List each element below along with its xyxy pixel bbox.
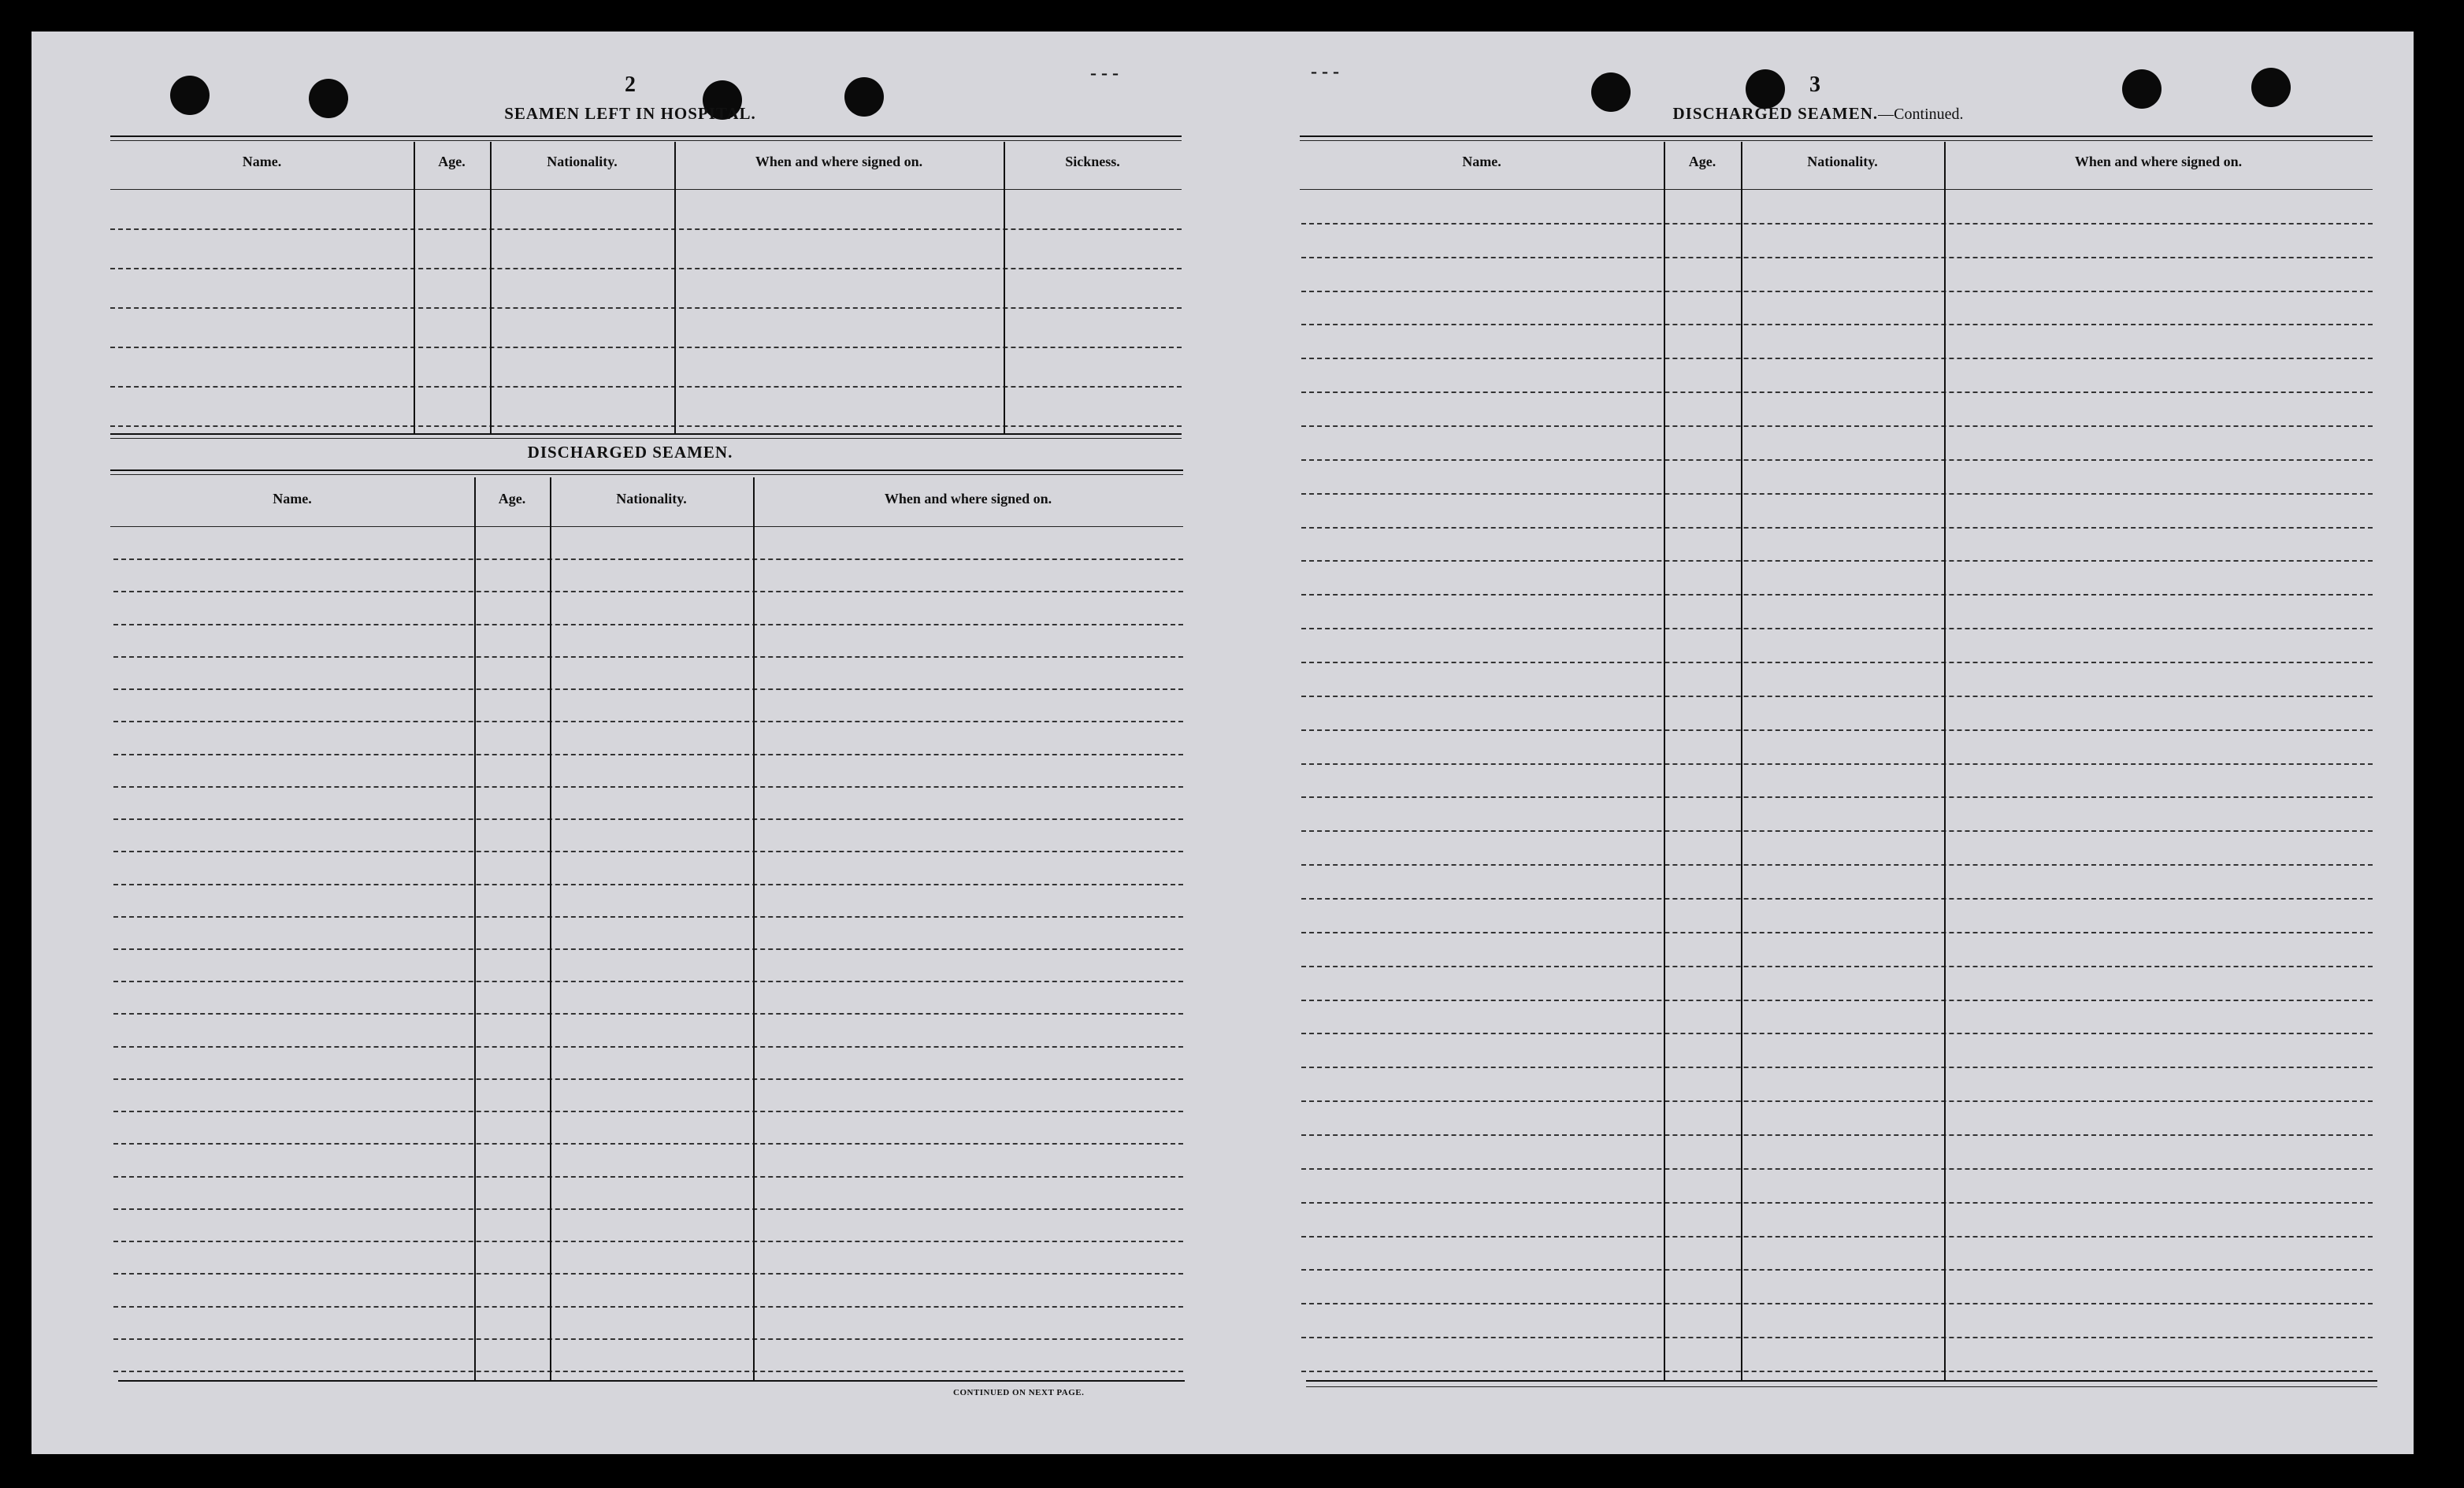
table-row [113, 1078, 1183, 1080]
rule [110, 474, 1183, 475]
table-row [1301, 830, 2373, 832]
rule [110, 469, 1183, 471]
page-number: 2 [625, 72, 636, 97]
column-header-age: Age. [438, 154, 466, 169]
column-divider [753, 477, 755, 1380]
page-number: 3 [1809, 72, 1820, 97]
table-row [110, 347, 1182, 348]
table-row [113, 981, 1183, 982]
manifest-sheet [32, 32, 2414, 1454]
rule [110, 433, 1182, 435]
column-divider [490, 142, 492, 433]
table-row [113, 1273, 1183, 1275]
discharged-continued-title [1672, 104, 1963, 124]
table-row [113, 656, 1183, 658]
table-row [1301, 966, 2373, 967]
column-divider [1004, 142, 1005, 433]
table-row [1301, 358, 2373, 359]
header-rule [1300, 189, 2373, 190]
table-row [113, 948, 1183, 950]
header-rule [110, 189, 1182, 190]
table-row [1301, 560, 2373, 562]
table-row [113, 1208, 1183, 1210]
table-row [1301, 493, 2373, 495]
rule [118, 1380, 1185, 1382]
table-row [1301, 729, 2373, 731]
column-divider [674, 142, 676, 433]
table-row [1301, 662, 2373, 663]
column-header-nationality: Nationality. [547, 154, 618, 169]
table-row [1301, 391, 2373, 393]
table-row [113, 1306, 1183, 1308]
table-row [113, 754, 1183, 755]
table-row [110, 307, 1182, 309]
table-row [113, 1371, 1183, 1372]
column-header-sickness: Sickness. [1065, 154, 1120, 169]
section-title-text: DISCHARGED SEAMEN. [1672, 104, 1879, 123]
stamp-mark: ‑ ‑ ‑ [1311, 61, 1339, 82]
table-row [1301, 1337, 2373, 1338]
table-row [113, 884, 1183, 885]
rule [110, 438, 1182, 439]
rule [1306, 1386, 2377, 1387]
table-row [113, 916, 1183, 918]
table-row [1301, 1202, 2373, 1204]
table-row [110, 268, 1182, 269]
rule [110, 140, 1182, 141]
punch-hole [2251, 68, 2291, 107]
table-row [113, 721, 1183, 722]
table-row [1301, 291, 2373, 292]
table-row [1301, 628, 2373, 629]
table-row [1301, 1100, 2373, 1102]
table-row [113, 624, 1183, 625]
table-row [113, 591, 1183, 592]
table-row [1301, 1303, 2373, 1304]
table-row [113, 1176, 1183, 1178]
column-header-name: Name. [242, 154, 282, 169]
table-row [1301, 1033, 2373, 1034]
table-row [1301, 594, 2373, 596]
column-header-name: Name. [273, 491, 312, 507]
table-row [1301, 1168, 2373, 1170]
table-row [113, 851, 1183, 852]
discharged-section-title: DISCHARGED SEAMEN. [527, 443, 733, 462]
table-row [1301, 1371, 2373, 1372]
table-row [113, 1143, 1183, 1145]
table-row [1301, 932, 2373, 933]
table-row [113, 1111, 1183, 1112]
column-header-age: Age. [1688, 154, 1716, 169]
table-row [113, 1046, 1183, 1048]
table-row [113, 1338, 1183, 1340]
table-row [1301, 324, 2373, 325]
continued-label: —Continued. [1878, 106, 1964, 123]
table-row [110, 386, 1182, 388]
rule [1306, 1380, 2377, 1382]
column-divider [550, 477, 551, 1380]
hospital-section-title: SEAMEN LEFT IN HOSPITAL. [504, 104, 756, 123]
table-row [113, 1241, 1183, 1242]
column-divider [414, 142, 415, 433]
table-row [1301, 898, 2373, 900]
table-row [113, 558, 1183, 560]
punch-hole [309, 79, 348, 118]
table-row [1301, 796, 2373, 798]
table-row [1301, 527, 2373, 529]
table-row [1301, 1269, 2373, 1271]
column-divider [1741, 142, 1742, 1380]
punch-hole [170, 76, 210, 115]
table-row [1301, 696, 2373, 697]
table-row [1301, 1067, 2373, 1068]
table-row [110, 425, 1182, 427]
punch-hole [844, 77, 884, 117]
table-row [1301, 223, 2373, 224]
column-header-name: Name. [1462, 154, 1501, 169]
column-header-nationality: Nationality. [616, 491, 687, 507]
column-header-signed-on: When and where signed on. [2074, 154, 2243, 169]
column-divider [1664, 142, 1665, 1380]
column-divider [1944, 142, 1946, 1380]
table-row [1301, 425, 2373, 427]
table-row [1301, 763, 2373, 765]
column-header-signed-on: When and where signed on. [755, 154, 923, 169]
column-divider [474, 477, 476, 1380]
table-row [113, 786, 1183, 788]
table-row [110, 228, 1182, 230]
punch-hole [2122, 69, 2162, 109]
column-header-nationality: Nationality. [1807, 154, 1878, 169]
table-row [113, 818, 1183, 820]
rule [1300, 135, 2373, 137]
rule [1300, 140, 2373, 141]
header-rule [110, 526, 1183, 527]
stamp-mark: ‑ ‑ ‐ [1090, 63, 1119, 83]
table-row [113, 688, 1183, 690]
table-row [1301, 257, 2373, 258]
table-row [113, 1013, 1183, 1015]
table-row [1301, 1134, 2373, 1136]
table-row [1301, 864, 2373, 866]
table-row [1301, 1236, 2373, 1238]
punch-hole [1746, 69, 1785, 109]
rule [110, 135, 1182, 137]
table-row [1301, 1000, 2373, 1001]
column-header-age: Age. [498, 491, 526, 507]
continued-notice: CONTINUED ON NEXT PAGE. [953, 1388, 1085, 1397]
punch-hole [1591, 72, 1631, 112]
column-header-signed-on: When and where signed on. [884, 491, 1052, 507]
table-row [1301, 459, 2373, 461]
